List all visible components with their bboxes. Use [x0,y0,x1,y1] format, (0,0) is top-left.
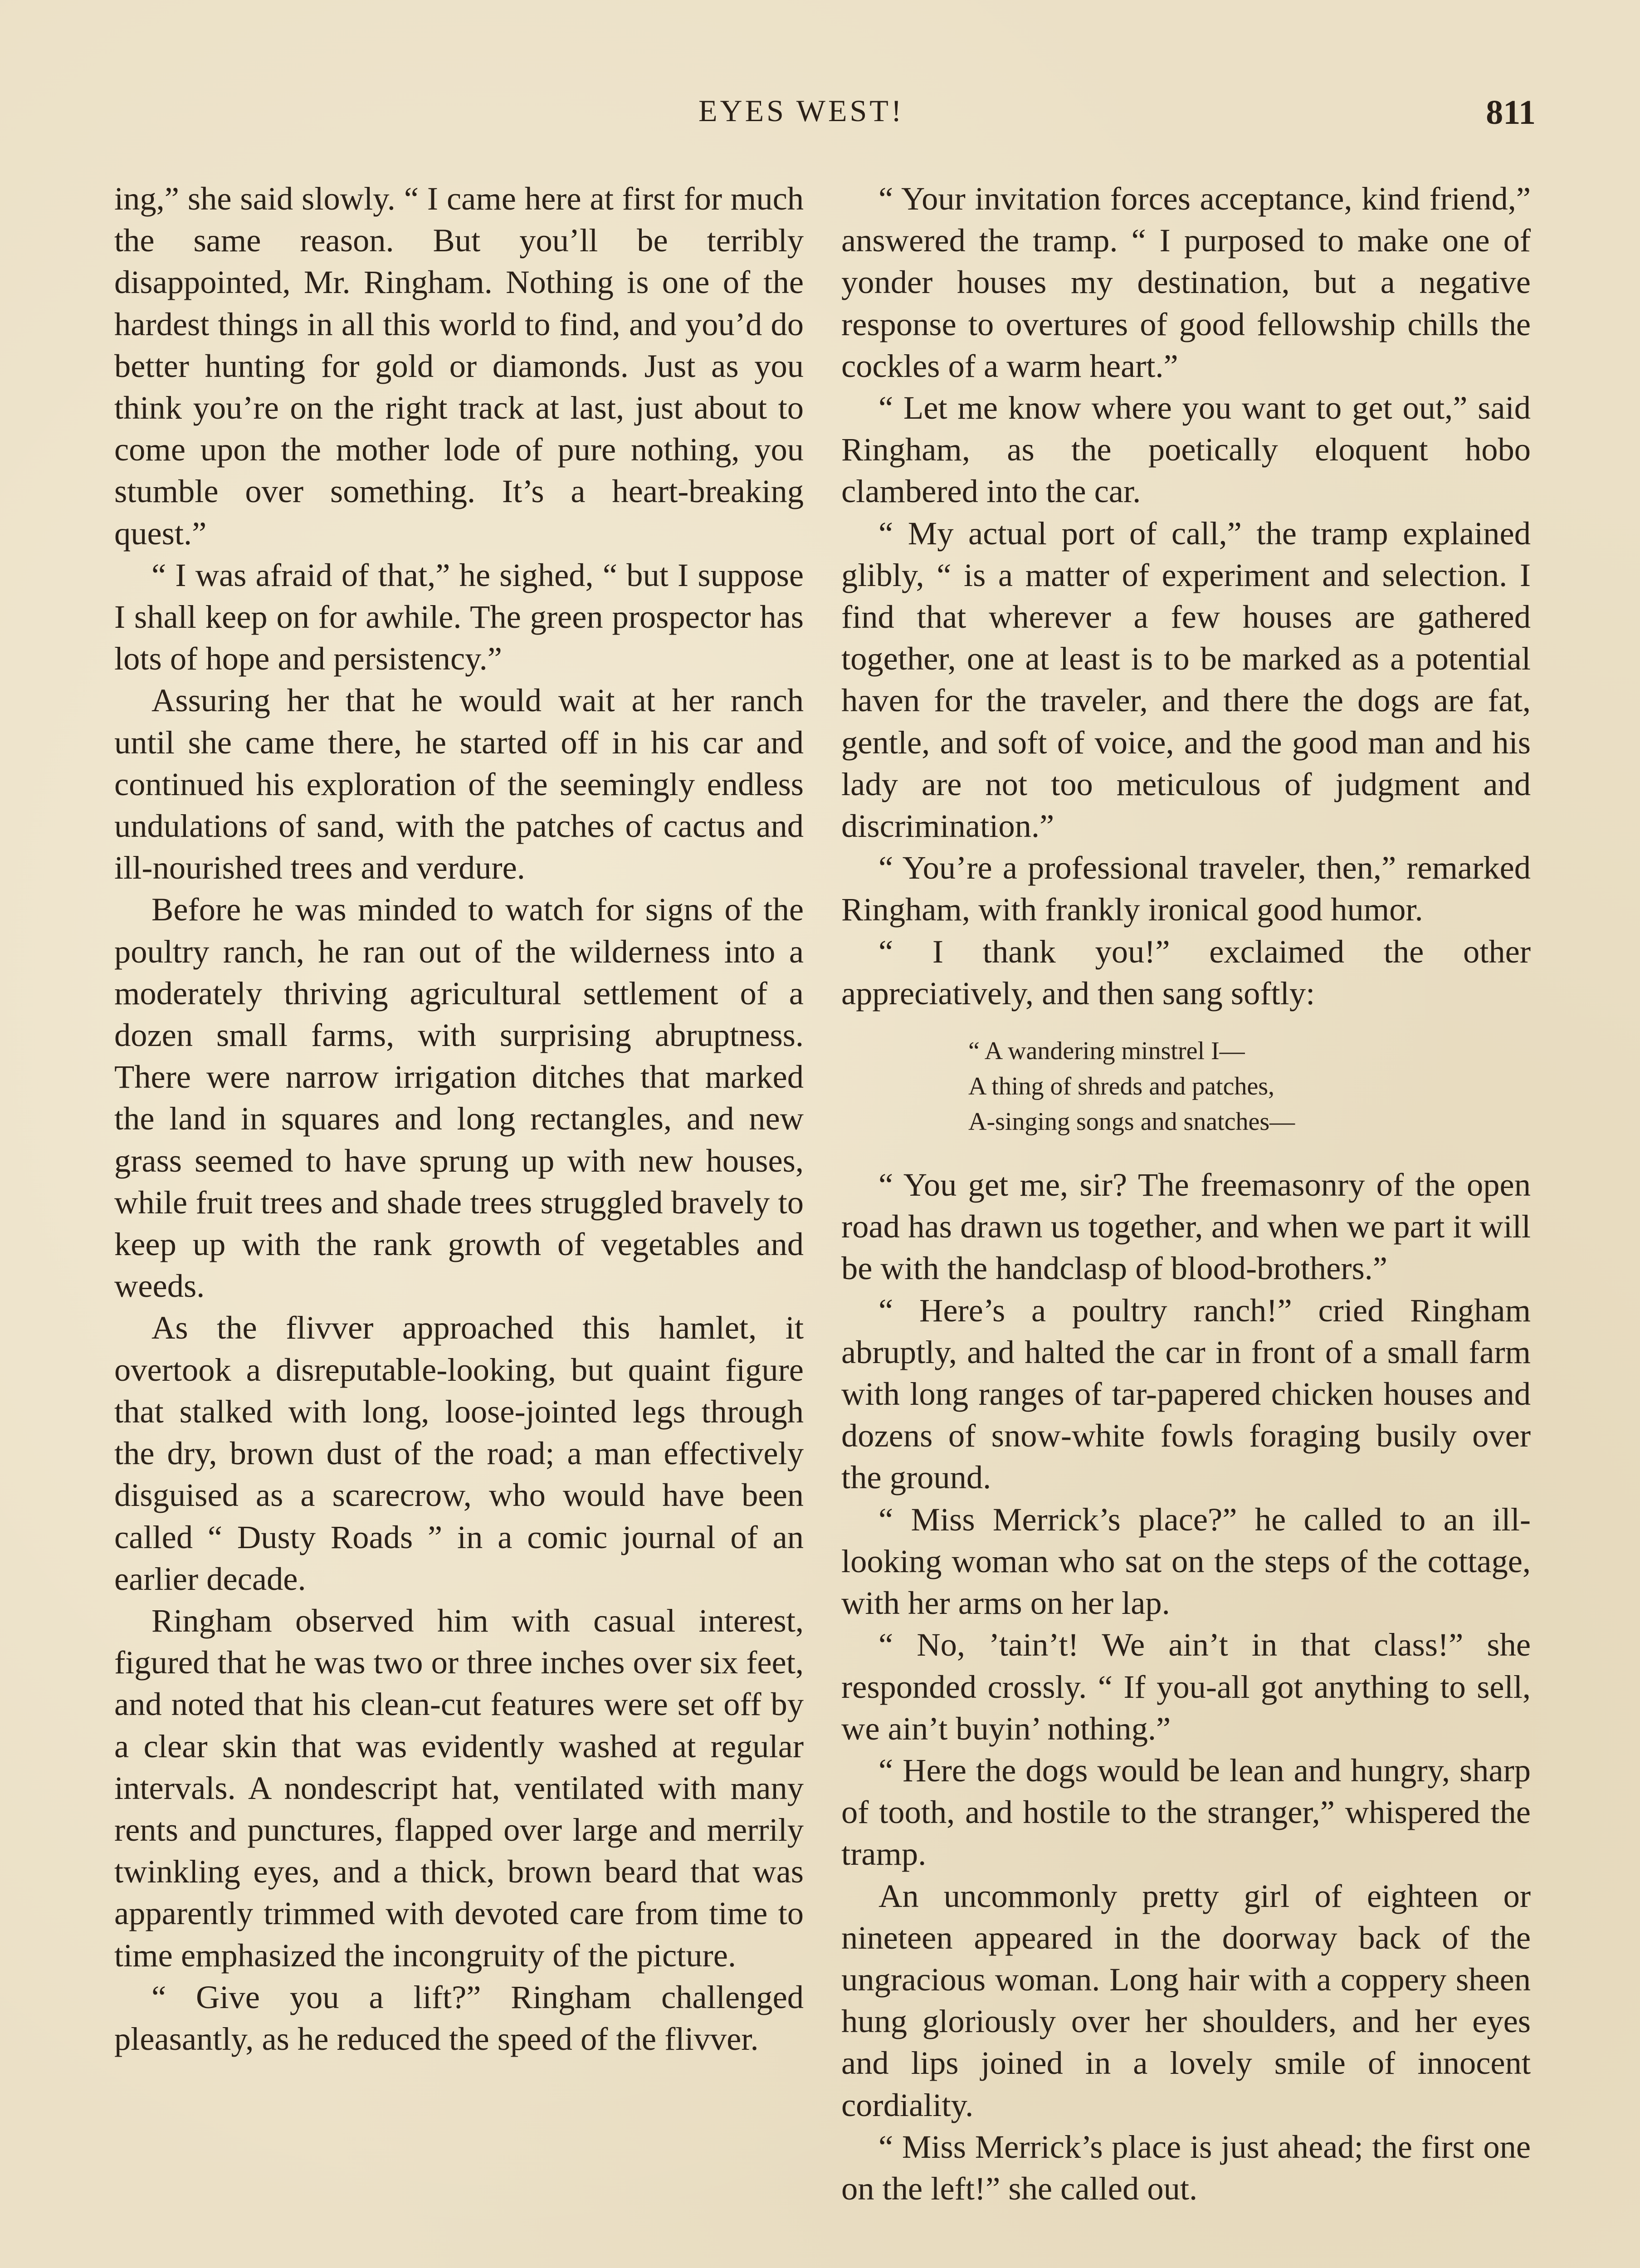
paragraph: An uncommonly pretty girl of eighteen or nineteen appeared in the doorway back of the ungracious woman. Long hair with a coppery sheen hung gloriously over her shoulders, and her eyes and lips joined in a lovely smile of innocent cordiality. [841,1877,1531,2123]
paragraph: “ No, ’tain’t! We ain’t in that class!” she responded crossly. “ If you-all got anything to sell, we ain’t buyin’ nothing.” [841,1626,1531,1747]
poem-line: A thing of shreds and patches, [968,1072,1274,1101]
paragraph: “ Give you a lift?” Ringham challenged pleasantly, as he reduced the speed of the flivver. [114,1978,804,2057]
paragraph: “ Miss Merrick’s place?” he called to an ill-looking woman who sat on the steps of the cottage, with her arms on her lap. [841,1501,1531,1622]
poem-line: A-singing songs and snatches— [968,1108,1295,1136]
paragraph: “ Here the dogs would be lean and hungry, sharp of tooth, and hostile to the stranger,” whispered the tramp. [841,1751,1531,1872]
paragraph: Before he was minded to watch for signs of the poultry ranch, he ran out of the wilderness into a moderately thriving agricultural settlement of a dozen small farms, with surprising abruptness. There were narrow irrigation ditches that marked the land in squares and long rectangles, and new grass seemed to have sprung up with new houses, while fruit trees and shade trees struggled bravely to keep up with the rank growth of vegetables and weeds. [114,891,804,1305]
paragraph: As the flivver approached this hamlet, it overtook a disreputable-looking, but quaint figure that stalked with long, loose-jointed legs through the dry, brown dust of the road; a man effectively disguised as a scarecrow, who would have been called “ Dusty Roads ” in a comic journal of an earlier decade. [114,1309,804,1597]
right-column [841,178,1531,2209]
poem-quote [968,1033,1531,1139]
paragraph: “ I thank you!” exclaimed the other appreciatively, and then sang softly: [841,933,1531,1012]
paragraph: “ Your invitation forces acceptance, kind friend,” answered the tramp. “ I purposed to make one of yonder houses my destination, but a negative response to overtures of good fellowship chills the cockles of a warm heart.” [841,180,1531,384]
paragraph: “ My actual port of call,” the tramp explained glibly, “ is a matter of experiment and selection. I find that wherever a few houses are gathered together, one at least is to be marked as a potential haven for the traveler, and there the dogs are fat, gentle, and soft of voice, and the good man and his lady are not too meticulous of judgment and discrimination.” [841,514,1531,845]
left-column [114,178,804,2060]
paragraph: “ I was afraid of that,” he sighed, “ but I suppose I shall keep on for awhile. The green prospector has lots of hope and persistency.” [114,556,804,677]
paragraph: Ringham observed him with casual interest, figured that he was two or three inches over six feet, and noted that his clean-cut features were set off by a clear skin that was evidently washed at regular intervals. A nondescript hat, ventilated with many rents and punctures, flapped over large and merrily twinkling eyes, and a thick, brown beard that was apparently trimmed with devoted care from time to time emphasized the incongruity of the picture. [114,1602,804,1974]
paragraph: “ Here’s a poultry ranch!” cried Ringham abruptly, and halted the car in front of a small farm with long ranges of tar-papered chicken houses and dozens of snow-white fowls foraging busily over the ground. [841,1291,1531,1496]
poem-line: “ A wandering minstrel I— [968,1037,1245,1066]
running-title: EYES WEST! [698,93,904,128]
paragraph: “ You get me, sir? The freemasonry of the open road has drawn us together, and when we part it will be with the handclasp of blood-brothers.” [841,1166,1531,1287]
page-number: 811 [1486,93,1536,132]
page-header [0,93,1640,143]
paragraph: “ Miss Merrick’s place is just ahead; the first one on the left!” she called out. [841,2128,1531,2207]
paragraph: Assuring her that he would wait at her ranch until she came there, he started off in his car and continued his exploration of the seemingly endless undulations of sand, with the patches of cactus and ill-nourished trees and verdure. [114,682,804,886]
paragraph: “ Let me know where you want to get out,” said Ringham, as the poetically eloquent hobo clambered into the car. [841,389,1531,510]
paragraph: ing,” she said slowly. “ I came here at first for much the same reason. But you’ll be terribly disappointed, Mr. Ringham. Nothing is one of the hardest things in all this world to find, and you’d do better hunting for gold or diamonds. Just as you think you’re on the right track at last, just about to come upon the mother lode of pure nothing, you stumble over something. It’s a heart-breaking quest.” [114,180,804,552]
paragraph: “ You’re a professional traveler, then,” remarked Ringham, with frankly ironical good humor. [841,849,1531,928]
